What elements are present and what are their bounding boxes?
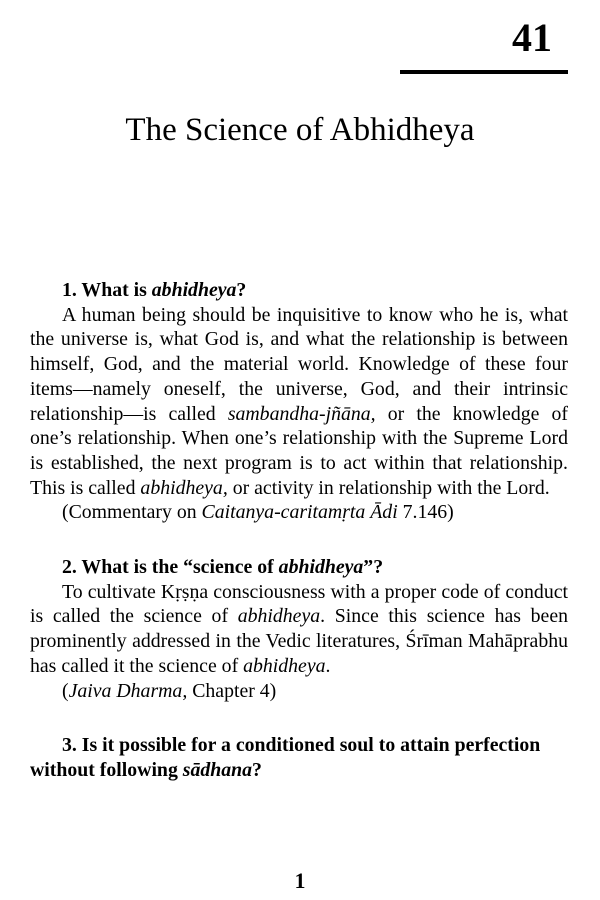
chapter-number: 41 <box>512 15 552 60</box>
question-term: abhidheya <box>151 279 237 301</box>
chapter-title: The Science of Abhidheya <box>125 112 475 148</box>
citation-text: (Commentary on <box>62 501 202 524</box>
answer-term: abhidheya <box>237 605 321 628</box>
page-number: 1 <box>294 868 306 893</box>
question-2 <box>30 555 568 580</box>
question-3 <box>30 733 568 782</box>
question-punct: ? <box>252 758 262 781</box>
citation-title: Jaiva Dharma, <box>68 679 188 702</box>
chapter-rule <box>400 70 568 74</box>
answer-text: or the knowledge of one’s relationship. When one’s relationship with the Supreme Lord is established, the next program is to act within that relationship. This is called <box>30 402 568 499</box>
answer-2 <box>30 580 568 679</box>
citation-text: Chapter 4) <box>187 679 277 702</box>
question-text: 3. Is it possible for a conditioned soul to attain perfection without following <box>30 734 541 781</box>
answer-1 <box>30 303 568 501</box>
source-citation-2 <box>30 679 568 704</box>
chapter-body <box>30 278 568 813</box>
qa-item-2 <box>30 555 568 703</box>
question-term: abhidheya <box>278 556 364 579</box>
answer-text: A human being should be inquisitive to know who he is, what the universe is, what God is, and what the relationship is between himself, God, and the material world. Knowledge of these four items—namely oneself, the universe, God, and their intrinsic relationship—is called <box>30 303 568 425</box>
answer-term: sambandha-jñāna, <box>227 402 376 425</box>
citation-text: 7.146) <box>397 501 454 524</box>
question-punct: ? <box>236 279 247 301</box>
answer-text: or activity in relationship with the Lord. <box>227 476 550 499</box>
citation-text: ( <box>62 679 69 702</box>
question-term: sādhana <box>182 758 253 781</box>
qa-item-3 <box>30 733 568 782</box>
question-text: 1. What is <box>62 279 152 301</box>
answer-term: abhidheya <box>243 654 326 677</box>
question-punct: ”? <box>363 556 384 579</box>
answer-text: . <box>325 654 331 677</box>
citation-title: Caitanya-caritamṛta Ādi <box>201 501 398 524</box>
source-citation-1 <box>30 500 568 525</box>
answer-text: To cultivate Kṛṣṇa consciousness with a proper code of conduct is called the science of <box>30 580 568 628</box>
qa-item-1 <box>30 278 568 525</box>
question-text: 2. What is the “science of <box>62 556 279 579</box>
question-1 <box>30 278 568 303</box>
answer-text: . Since this science has been prominently addressed in the Vedic literatures, Śrīman Mahāprabhu has called it the science of <box>30 605 568 677</box>
answer-term: abhidheya, <box>140 476 228 499</box>
